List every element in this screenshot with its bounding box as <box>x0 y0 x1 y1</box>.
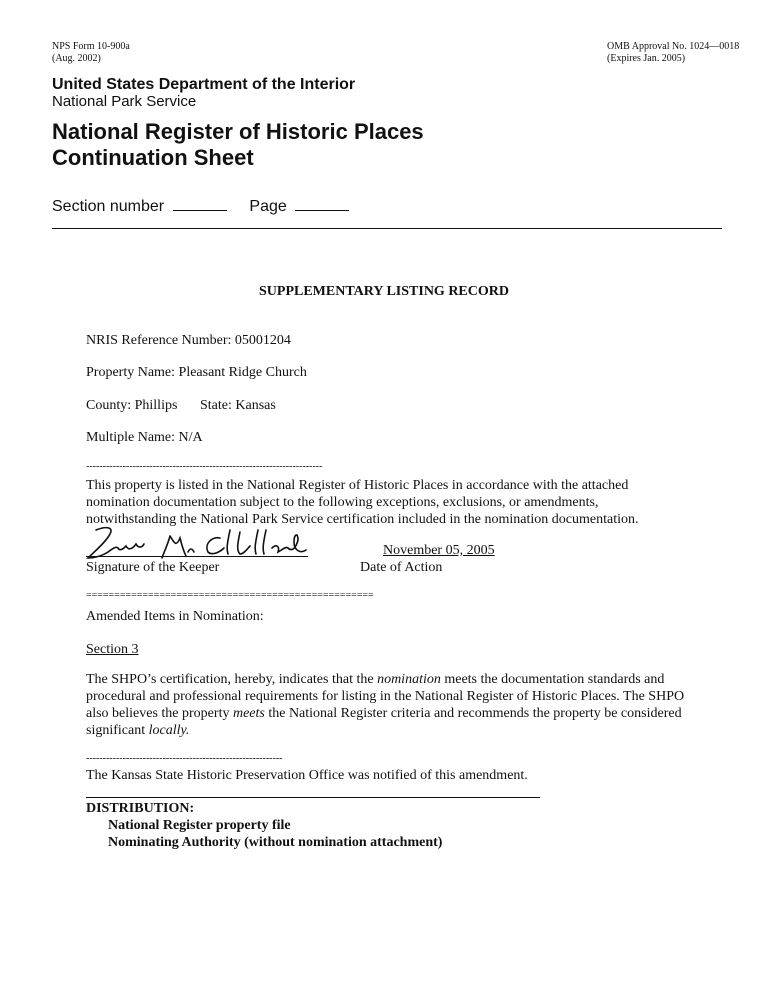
form-date: (Aug. 2002) <box>52 53 101 64</box>
keeper-signature <box>80 522 320 564</box>
distribution-divider <box>86 797 540 798</box>
signature-label: Signature of the Keeper <box>86 560 220 575</box>
shpo-text-em2: meets <box>232 706 265 721</box>
distribution-item-property-file: National Register property file <box>108 818 291 833</box>
page-title-line1: National Register of Historic Places <box>52 119 424 144</box>
signature-image <box>80 522 320 564</box>
separator-dashes-2: ----------------------------------------------------------- <box>86 753 283 764</box>
omb-expires: (Expires Jan. 2005) <box>607 53 686 64</box>
shpo-certification-paragraph <box>86 671 686 739</box>
distribution-item-nominating-authority: Nominating Authority (without nomination attachment) <box>108 835 443 850</box>
shpo-text-em1: nomination <box>377 672 441 687</box>
listing-statement-line3: notwithstanding the National Park Service certification included in the nomination documentation. <box>86 512 639 527</box>
multiple-name: Multiple Name: N/A <box>86 430 203 445</box>
section-page-fields <box>52 197 349 217</box>
shpo-text-em3: locally. <box>148 723 190 738</box>
county: County: Phillips <box>86 398 178 413</box>
agency-name: National Park Service <box>52 93 197 110</box>
listing-statement-line1: This property is listed in the National Register of Historic Places in accordance with the attached <box>86 478 629 493</box>
page-label: Page <box>249 198 287 215</box>
form-number: NPS Form 10-900a <box>52 41 130 52</box>
omb-approval: OMB Approval No. 1024—0018 <box>607 41 740 52</box>
shpo-text-part2: meets the documentation standards and procedural and professional requirements for listing in the National Register of Historic Places. The SHPO also believes the property <box>86 672 685 721</box>
date-of-action-value: November 05, 2005 <box>383 543 495 558</box>
nris-reference: NRIS Reference Number: 05001204 <box>86 333 291 348</box>
notification-statement: The Kansas State Historic Preservation Office was notified of this amendment. <box>86 768 528 783</box>
amended-items-heading: Amended Items in Nomination: <box>86 609 264 624</box>
department-name: United States Department of the Interior <box>52 76 356 93</box>
state: State: Kansas <box>200 398 276 413</box>
separator-dashes-1: ----------------------------------------------------------------------- <box>86 461 323 472</box>
page-field <box>295 210 349 211</box>
distribution-heading: DISTRIBUTION: <box>86 801 195 816</box>
record-heading: SUPPLEMENTARY LISTING RECORD <box>259 284 509 299</box>
listing-statement-line2: nomination documentation subject to the following exceptions, exclusions, or amendments, <box>86 495 599 510</box>
shpo-text-part3: the National Register criteria and recommends the property be considered significant <box>86 706 682 738</box>
separator-double-dashes: =================================================== <box>86 590 374 601</box>
property-name: Property Name: Pleasant Ridge Church <box>86 365 307 380</box>
signature-line <box>86 556 308 557</box>
section-number-label: Section number <box>52 198 165 215</box>
section-3-heading: Section 3 <box>86 642 139 657</box>
shpo-text-part1: The SHPO’s certification, hereby, indicates that the <box>86 672 378 687</box>
page-title-line2: Continuation Sheet <box>52 145 254 170</box>
section-number-field <box>173 210 227 211</box>
header-divider <box>52 228 722 229</box>
date-of-action-label: Date of Action <box>360 560 443 575</box>
